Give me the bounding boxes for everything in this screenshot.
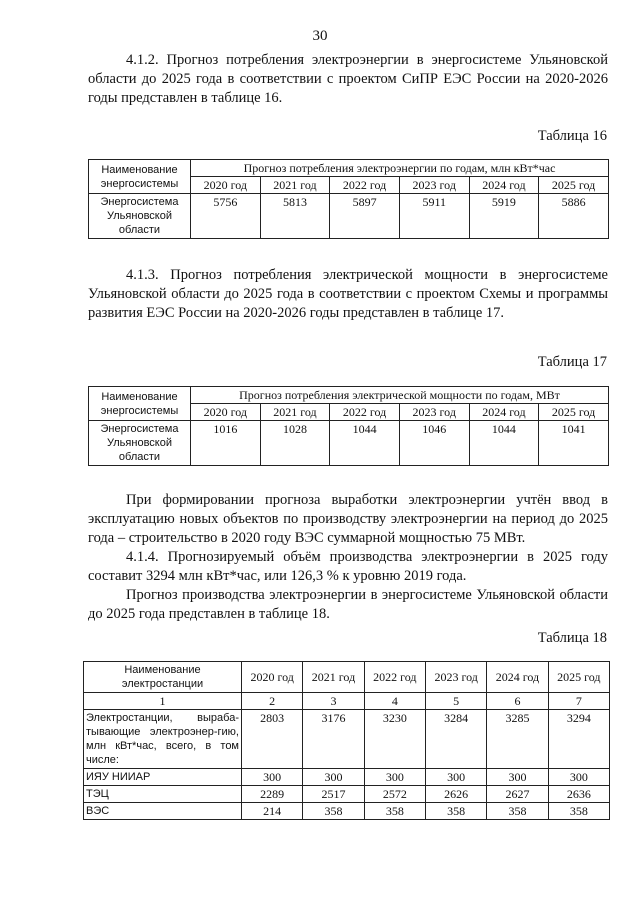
table-16-cell: 5886 [539, 194, 609, 239]
table-18 [83, 661, 610, 820]
page-number: 30 [312, 28, 328, 44]
table-17-caption: Таблица 17 [537, 354, 607, 370]
table-18-row-label: ТЭЦ [84, 786, 242, 803]
paragraph-forecast-text: При формировании прогноза выработки электроэнергии учтён ввод в эксплуатацию новых объектов по производству электроэнергии на период до 2025 года – строительство в 2020 году ВЭС суммарной мощностью 75 МВт. [88, 492, 608, 546]
paragraph-4-1-3-text: 4.1.3. Прогноз потребления электрической мощности в энергосистеме Ульяновской области до 2025 года в соответствии с проектом Схемы и программы развития ЕЭС России на 2020-2026 годы представлен в таблице 17. [88, 267, 608, 321]
table-16-year: 2020 год [191, 177, 261, 194]
table-18-cell: 3285 [487, 710, 548, 769]
table-18-cell: 300 [487, 769, 548, 786]
paragraph-4-1-2-text: 4.1.2. Прогноз потребления электроэнергии в энергосистеме Ульяновской области до 2025 года в соответствии с проектом СиПР ЕЭС России на 2020-2026 годы представлен в таблице 16. [88, 52, 608, 106]
table-17-group-header: Прогноз потребления электрической мощности по годам, МВт [191, 387, 609, 404]
table-18-caption: Таблица 18 [537, 630, 607, 646]
paragraph-4-1-3 [88, 266, 608, 323]
table-18-cell: 3230 [364, 710, 425, 769]
table-18-col-number: 7 [548, 693, 609, 710]
table-16-year: 2021 год [260, 177, 330, 194]
table-18-cell: 3284 [425, 710, 486, 769]
table-17-cell: 1044 [469, 421, 539, 466]
table-16-cell: 5756 [191, 194, 261, 239]
table-18-cell: 3176 [303, 710, 364, 769]
table-17-cell: 1028 [260, 421, 330, 466]
table-17-row-label: Энергосистема Ульяновской области [89, 421, 191, 466]
table-16-group-header: Прогноз потребления электроэнергии по годам, млн кВт*час [191, 160, 609, 177]
table-18-year: 2020 год [242, 662, 303, 693]
table-18-cell: 2803 [242, 710, 303, 769]
table-18-cell: 358 [364, 803, 425, 820]
table-18-cell: 2572 [364, 786, 425, 803]
table-16-year: 2024 год [469, 177, 539, 194]
paragraph-production [88, 586, 608, 624]
table-17-year: 2021 год [260, 404, 330, 421]
table-18-year: 2021 год [303, 662, 364, 693]
table-17-cell: 1044 [330, 421, 400, 466]
table-17-year: 2024 год [469, 404, 539, 421]
table-16-year: 2025 год [539, 177, 609, 194]
table-18-cell: 358 [303, 803, 364, 820]
table-18-cell: 358 [487, 803, 548, 820]
table-17-col1-header: Наименование энергосистемы [89, 387, 191, 421]
table-18-cell: 2636 [548, 786, 609, 803]
table-18-col-number: 6 [487, 693, 548, 710]
table-18-cell: 300 [425, 769, 486, 786]
table-17-year: 2020 год [191, 404, 261, 421]
table-17-year: 2025 год [539, 404, 609, 421]
paragraph-4-1-2 [88, 51, 608, 108]
table-18-col-number: 5 [425, 693, 486, 710]
table-17-cell: 1016 [191, 421, 261, 466]
table-18-col-number: 2 [242, 693, 303, 710]
table-16-year: 2023 год [399, 177, 469, 194]
paragraph-4-1-4 [88, 548, 608, 586]
table-18-cell: 300 [548, 769, 609, 786]
paragraph-4-1-4-text: 4.1.4. Прогнозируемый объём производства электроэнергии в 2025 году составит 3294 млн кВт*час, или 126,3 % к уровню 2019 года. [88, 549, 608, 584]
table-16 [88, 159, 609, 239]
table-16-row-label: Энергосистема Ульяновской области [89, 194, 191, 239]
table-18-cell: 2626 [425, 786, 486, 803]
table-18-cell: 358 [548, 803, 609, 820]
table-18-col-number: 1 [84, 693, 242, 710]
table-18-cell: 2289 [242, 786, 303, 803]
table-18-col-number: 3 [303, 693, 364, 710]
table-18-cell: 300 [364, 769, 425, 786]
table-18-cell: 2517 [303, 786, 364, 803]
table-18-year: 2023 год [425, 662, 486, 693]
table-18-year: 2025 год [548, 662, 609, 693]
table-18-cell: 300 [242, 769, 303, 786]
table-17-cell: 1046 [399, 421, 469, 466]
table-17-year: 2023 год [399, 404, 469, 421]
table-16-cell: 5919 [469, 194, 539, 239]
table-16-col1-header: Наименование энергосистемы [89, 160, 191, 194]
paragraph-forecast [88, 491, 608, 548]
table-17-year: 2022 год [330, 404, 400, 421]
table-18-row-label: ИЯУ НИИАР [84, 769, 242, 786]
table-18-col-number: 4 [364, 693, 425, 710]
table-18-cell: 358 [425, 803, 486, 820]
table-17-cell: 1041 [539, 421, 609, 466]
table-16-cell: 5813 [260, 194, 330, 239]
table-17 [88, 386, 609, 466]
paragraph-production-text: Прогноз производства электроэнергии в энергосистеме Ульяновской области до 2025 года представлен в таблице 18. [88, 587, 608, 622]
table-18-cell: 2627 [487, 786, 548, 803]
table-16-cell: 5897 [330, 194, 400, 239]
table-16-caption: Таблица 16 [537, 128, 607, 144]
table-18-year: 2022 год [364, 662, 425, 693]
table-18-row-label: Электростанции, выраба-тывающие электроэнер-гию, млн кВт*час, всего, в том числе: [84, 710, 242, 769]
table-18-col1-header: Наименование электростанции [84, 662, 242, 693]
table-18-row-label: ВЭС [84, 803, 242, 820]
table-18-year: 2024 год [487, 662, 548, 693]
table-16-year: 2022 год [330, 177, 400, 194]
table-18-cell: 3294 [548, 710, 609, 769]
table-16-cell: 5911 [399, 194, 469, 239]
table-18-cell: 300 [303, 769, 364, 786]
table-18-cell: 214 [242, 803, 303, 820]
